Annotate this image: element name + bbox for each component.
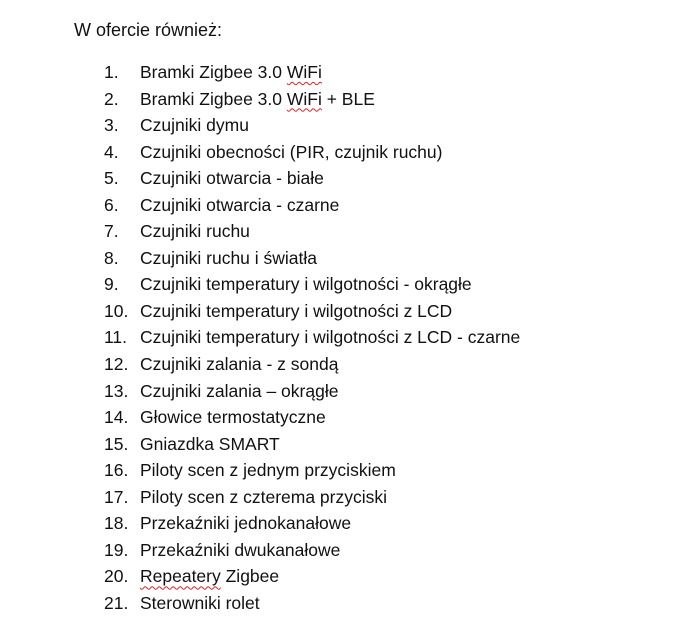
list-item [104, 60, 520, 87]
list-item-number: 14. [104, 407, 129, 428]
list-item [104, 591, 520, 618]
list-item-text-part: + BLE [321, 88, 375, 109]
list-item [104, 87, 520, 114]
list-item [104, 299, 520, 326]
list-item-text [140, 193, 339, 217]
list-item-text-part: Czujniki ruchu [140, 221, 250, 242]
list-item-number: 8. [104, 247, 119, 268]
list-item-number: 18. [104, 513, 129, 534]
document-heading: W ofercie również: [74, 20, 223, 40]
list-item-text-part: Bramki Zigbee 3.0 [140, 88, 287, 109]
list-item-text-part: Czujniki obecności (PIR, czujnik ruchu) [140, 141, 443, 162]
list-item [104, 219, 520, 246]
list-item-text-part: Gniazdka SMART [140, 433, 280, 454]
list-item [104, 193, 520, 220]
list-item-number: 19. [104, 539, 129, 560]
list-item-text-part: Piloty scen z jednym przyciskiem [140, 460, 396, 481]
list-item-number: 15. [104, 433, 129, 454]
list-item-text [140, 140, 442, 164]
list-item-number: 9. [104, 274, 119, 295]
list-item-number: 13. [104, 380, 129, 401]
list-item-text [140, 87, 375, 111]
list-item-text [140, 272, 472, 296]
list-item-text-part: Czujniki otwarcia - czarne [140, 194, 340, 215]
offer-list [104, 60, 520, 617]
list-item-text [140, 432, 280, 456]
list-item [104, 140, 520, 167]
list-item-text [140, 538, 340, 562]
list-item-text [140, 564, 279, 588]
list-item-text [140, 458, 396, 482]
list-item [104, 113, 520, 140]
list-item-number: 12. [104, 354, 129, 375]
list-item-text-part: Przekaźniki jednokanałowe [140, 513, 352, 534]
list-item-text [140, 511, 351, 535]
list-item-number: 2. [104, 88, 119, 109]
list-item [104, 379, 520, 406]
list-item-text-part: Przekaźniki dwukanałowe [140, 539, 341, 560]
list-item [104, 564, 520, 591]
list-item [104, 432, 520, 459]
spellcheck-flagged-word: Repeatery [140, 566, 221, 587]
list-item-number: 20. [104, 566, 129, 587]
list-item-text [140, 591, 260, 615]
list-item-text [140, 219, 250, 243]
list-item-number: 1. [104, 62, 119, 82]
list-item-number: 3. [104, 115, 119, 136]
list-item-text-part: Piloty scen z czterema przyciski [140, 486, 388, 507]
list-item-text-part: Czujniki temperatury i wilgotności z LCD [140, 300, 453, 321]
list-item-number: 5. [104, 168, 119, 189]
list-item-text [140, 379, 338, 403]
spellcheck-flagged-word: WiFi [286, 88, 322, 109]
list-item-text-part: Sterowniki rolet [140, 592, 260, 613]
list-item-text [140, 352, 338, 376]
list-item-text [140, 325, 520, 349]
list-item [104, 352, 520, 379]
list-item-text [140, 166, 324, 190]
list-item-text [140, 60, 322, 84]
list-item-text-part: Czujniki dymu [140, 115, 249, 136]
list-item-text-part: Bramki Zigbee 3.0 [140, 62, 287, 82]
list-item-text [140, 246, 317, 270]
list-item [104, 272, 520, 299]
list-item [104, 538, 520, 565]
list-item [104, 246, 520, 273]
list-item-number: 16. [104, 460, 129, 481]
list-item-text-part: Czujniki temperatury i wilgotności - okrągłe [140, 274, 472, 295]
list-item-number: 17. [104, 486, 129, 507]
spellcheck-flagged-word: WiFi [286, 62, 322, 82]
list-item-text [140, 485, 387, 509]
list-item [104, 485, 520, 512]
list-item-number: 10. [104, 300, 129, 321]
list-item-number: 11. [104, 327, 128, 348]
list-item-text [140, 405, 326, 429]
list-item-number: 21. [104, 592, 129, 613]
list-item [104, 405, 520, 432]
list-item-text [140, 299, 452, 323]
list-item [104, 166, 520, 193]
list-item-text-part: Czujniki ruchu i światła [140, 247, 318, 268]
list-item-number: 4. [104, 141, 119, 162]
list-item-text-part: Czujniki otwarcia - białe [140, 168, 324, 189]
list-item [104, 458, 520, 485]
list-item-number: 6. [104, 194, 119, 215]
list-item-text-part: Czujniki temperatury i wilgotności z LCD - czarne [140, 327, 521, 348]
list-item [104, 325, 520, 352]
list-item-number: 7. [104, 221, 119, 242]
list-item-text-part: Zigbee [220, 566, 280, 587]
list-item [104, 511, 520, 538]
list-item-text-part: Czujniki zalania - z sondą [140, 354, 339, 375]
list-item-text-part: Głowice termostatyczne [140, 407, 326, 428]
list-item-text-part: Czujniki zalania – okrągłe [140, 380, 339, 401]
list-item-text [140, 113, 249, 137]
